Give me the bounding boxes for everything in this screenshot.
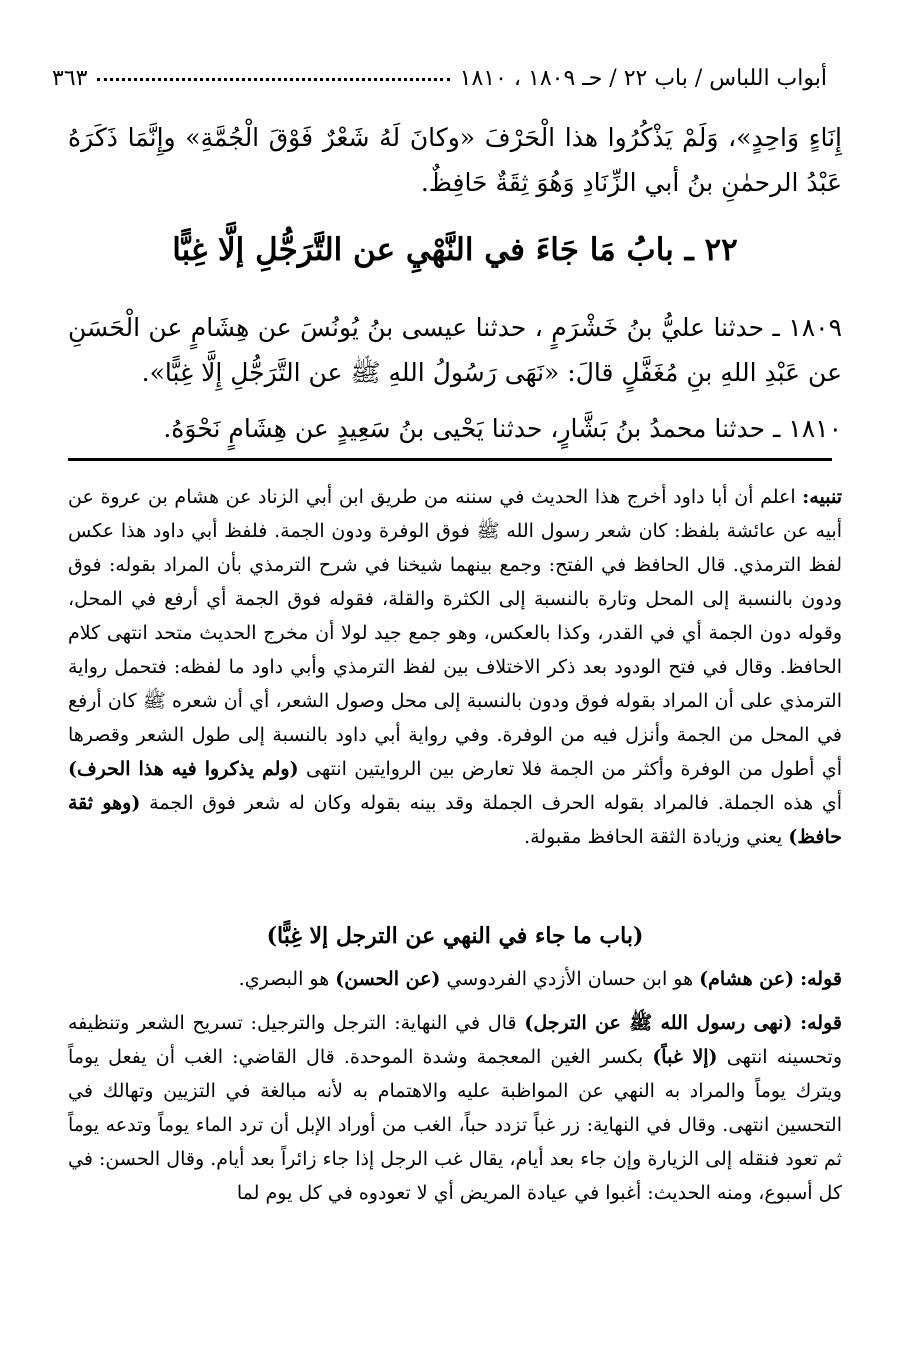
commentary-q1	[68, 962, 842, 1006]
q2-text-2: بكسر الغين المعجمة وشدة الموحدة. قال القاضي: الغب أن يفعل يوماً ويترك يوماً والمراد به النهي عن المواظبة عليه والاهتمام به لأنه مبالغة في التزيين وتهالك في التحسين انتهى. وقال في النهاية: زر غباً تزدد حباً، الغب من أوراد الإبل أن ترد الماء يوماً وتدعه يوماً ثم تعود فنقله إلى الزيارة وإن جاء بعد أيام، يقال غب الرجل إذا جاء زائراً بعد أيام. وقال الحسن: في كل أسبوع، ومنه الحديث: أغبوا في عيادة المريض أي لا تعودوه في كل يوم لما	[68, 1046, 842, 1204]
q1-term-1: (عن هشام)	[699, 968, 795, 990]
note-label: تنبيه:	[802, 486, 842, 508]
header-title: أبواب اللباس / باب ٢٢ / حـ ١٨٠٩ ، ١٨١٠	[459, 65, 827, 91]
note-paragraph	[68, 480, 842, 910]
note-quote-2: (وهو ثقة حافظ)	[68, 792, 842, 848]
continuation-text: إِنَاءٍ وَاحِدٍ»، وَلَمْ يَذْكُرُوا هذا الْحَرْفَ «وكانَ لَهُ شَعْرٌ فَوْقَ الْجُمَّةِ» وإِنَّمَا ذَكَرَهُ عَبْدُ الرحمٰنِ بنُ أبي الزِّنَادِ وَهُوَ ثِقَةٌ حَافِظٌ.	[68, 123, 842, 197]
q1-text-1: هو ابن حسان الأزدي الفردوسي	[446, 968, 694, 990]
q2-term-1: (نهى رسول الله ﷺ عن الترجل)	[524, 1012, 793, 1034]
page-number: ٣٦٣	[52, 65, 88, 91]
q2-text-1: قال في النهاية: الترجل والترجيل: تسريح الشعر وتنظيفه وتحسينه انتهى	[68, 1012, 843, 1068]
q1-term-2: (عن الحسن)	[335, 968, 441, 990]
header-leader-dots	[97, 76, 449, 81]
commentary-chapter-heading: (باب ما جاء في النهي عن الترجل إلا غِبًّا)	[266, 923, 644, 949]
note-quote-1: (ولم يذكروا فيه هذا الحرف)	[68, 758, 299, 780]
running-header	[52, 60, 827, 96]
chapter-title: ٢٢ ـ بابُ مَا جَاءَ في النَّهْيِ عن التَّرَجُّلِ إلَّا غِبًّا	[172, 232, 738, 268]
q2-term-2: (إلا غباً)	[652, 1046, 718, 1068]
note-text: اعلم أن أبا داود أخرج هذا الحديث في سننه من طريق ابن أبي الزناد عن هشام بن عروة عن أبيه عن عائشة بلفظ: كان شعر رسول الله ﷺ فوق الوفرة ودون الجمة. فلفظ أبي داود هذا عكس لفظ الترمذي. قال الحافظ في الفتح: وجمع بينهما شيخنا في شرح الترمذي بأن المراد بقوله: فوق ودون بالنسبة إلى المحل وتارة بالنسبة إلى الكثرة والقلة، فقوله فوق الجمة أي أرفع في المحل، وقوله دون الجمة أي في القدر، وكذا بالعكس، وهو جمع جيد لولا أن مخرج الحديث متحد انتهى كلام الحافظ. وقال في فتح الودود بعد ذكر الاختلاف بين لفظ الترمذي وأبي داود ما لفظه: فتحمل رواية الترمذي على أن المراد بقوله فوق ودون بالنسبة إلى محل وصول الشعر، أي أن شعره ﷺ كان أرفع في المحل من الجمة وأنزل فيه من الوفرة. وفي رواية أبي داود بالنسبة إلى طول الشعر وقصرها أي أطول من الوفرة وأكثر من الجمة فلا تعارض بين الروايتين انتهى	[68, 486, 842, 780]
commentary	[68, 480, 842, 1246]
q2-label: قوله:	[800, 1012, 842, 1034]
note-text-2: أي هذه الجملة. فالمراد بقوله الحرف الجملة وقد بينه بقوله وكان له شعر فوق الجمة	[149, 792, 843, 814]
hadith-1809: ١٨٠٩ ـ حدثنا عليُّ بنُ خَشْرَمٍ ، حدثنا عيسى بنُ يُونُسَ عن هِشَامٍ عن الْحَسَنِ عن عَبْدِ اللهِ بنِ مُغَفَّلٍ قالَ: «نَهَى رَسُولُ اللهِ ﷺ عن التَّرَجُّلِ إِلَّا غِبًّا».	[68, 313, 842, 387]
q1-label: قوله:	[800, 968, 842, 990]
commentary-q2	[68, 1006, 842, 1246]
hadith-1810: ١٨١٠ ـ حدثنا محمدُ بنُ بَشَّارٍ، حدثنا يَحْيى بنُ سَعِيدٍ عن هِشَامٍ نَحْوَهُ.	[163, 414, 842, 443]
note-text-3: يعني وزيادة الثقة الحافظ مقبولة.	[524, 826, 783, 848]
q1-text-2: هو البصري.	[238, 968, 330, 990]
footnote-divider	[68, 458, 832, 461]
